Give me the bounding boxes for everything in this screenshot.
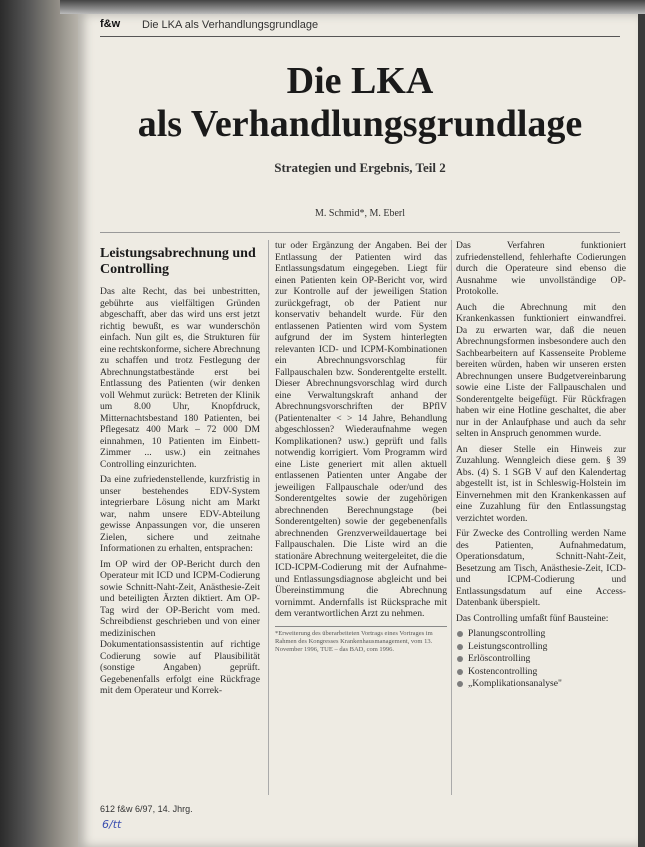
journal-logo: f&w	[100, 18, 121, 30]
paragraph: Das Controlling umfaßt fünf Bausteine:	[456, 612, 609, 624]
list-item: Leistungscontrolling	[456, 641, 626, 653]
article-authors: M. Schmid*, M. Eberl	[315, 208, 405, 219]
section-heading: Leistungsabrechnung und Controlling	[100, 246, 256, 277]
running-header	[100, 18, 620, 38]
paragraph: Das Verfahren funktioniert zufriedenstellend, fehlerhafte Codierungen durch die Operateure sind ebenso die Ausnahme wie unvollständige OP-Protokolle.	[456, 240, 626, 297]
controlling-list	[456, 628, 626, 690]
journal-citation: f&w 6/97, 14. Jhrg.	[117, 804, 193, 814]
book-binding	[0, 0, 78, 847]
list-item: Erlöscontrolling	[456, 653, 626, 665]
page-number: 612	[100, 804, 116, 814]
list-item: „Komplikationsanalyse"	[456, 678, 626, 690]
running-title: Die LKA als Verhandlungsgrundlage	[142, 19, 319, 31]
page-footer	[100, 804, 193, 814]
paragraph: Für Zwecke des Controlling werden Name des Patienten, Aufnahmedatum, Operationsdatum, Schnitt-Naht-Zeit, Besetzung am Tisch, Anästhesie-Zeit, ICD- und ICPM-Codierung und Entlassungsdatum auf eine Access-Datenbank überspielt.	[456, 528, 626, 608]
paragraph: tur oder Ergänzung der Angaben. Bei der Entlassung der Patienten wird das Entlassungsdatum eingegeben. Liegt für einen Patienten kein OP-Bericht vor, wird zur Kontrolle auf der jeweiligen Station zurückgefragt, ob der Patient nur konservativ behandelt wurde. Für den entlassenen Patienten wird vom System aufgrund der im System hinterlegten relevanten ICD- und ICPM-Kombinationen ein Abrechnungsvorschlag für Fallpauschalen bzw. Sonderentgelte erstellt. Dieser Abrechnungsvorschlag wird durch eine Verwaltungskraft anhand der Abrechnungsvorschriften der BPflV (Patientenalter < > 14 Jahre, Behandlung abgeschlossen? Wiederaufnahme wegen Komplikationen? usw.) geprüft und falls notwendig korrigiert. Vom Programm wird eine Liste generiert mit allen aktuell entlassenen Patienten unter Angabe der jeweiligen Fallpauschale oder/und des Sonderentgeltes sowie der zugehörigen abrechnenden Berechnungstage (bei Sonderentgelten) sowie der gegebenenfalls abrechnenden Grenzverweildauertage bei Fallpauschalen. Die Liste wird an die stationäre Abrechnung weitergeleitet, die die ICD-ICPM-Codierung mit der Aufnahme- und Entlassungsdiagnose abgleicht und bei Übereinstimmung die Abrechnung vornimmt. Andernfalls ist Rücksprache mit dem verantwortlichen Arzt zu nehmen.	[275, 240, 447, 619]
article-subtitle: Strategien und Ergebnis, Teil 2	[274, 160, 446, 175]
text-column-1	[100, 240, 260, 701]
authors-divider	[100, 232, 620, 233]
handwritten-note: 6/tt	[102, 818, 122, 831]
paragraph: An dieser Stelle ein Hinweis zur Zuzahlung. Wenngleich diese gem. § 39 Abs. (4) S. 1 SGB V auf den Kalendertag abgestellt ist, ist in Schleswig-Holstein im Einvernehmen mit den Krankenkassen auf eine Zuzahlung für den Entlassungstag verzichtet worden.	[456, 443, 626, 524]
header-divider	[100, 36, 620, 37]
paragraph: Das alte Recht, das bei unbestritten, gebührte aus vielfältigen Gründen abgeschafft, aber das wird uns erst jetzt richtig bewußt, es war wunderschön einfach. Nun gilt es, die Strukturen für eine rechtskonforme, sichere Abrechnung zu schaffen und trotz Festlegung der Abrechnungstatbestände erst bei Entlassung des Patienten (wir denken voll Wehmut zurück: Betreten der Klinik um 8.00 Uhr, Knopfdruck, Mitternachtsbestand 180 Patienten, bei Pflegesatz 400 Mark – 72 000 DM einnahmen, 10 Patienten im Einbett-Zimmer ... usw.) ein zeitnahes Controlling einzurichten.	[100, 286, 260, 470]
article-title-line1: Die LKA	[286, 60, 434, 102]
text-column-2	[275, 240, 447, 654]
list-item: Kostencontrolling	[456, 666, 626, 678]
article-title-line2: als Verhandlungsgrundlage	[137, 103, 583, 145]
text-column-3	[456, 240, 626, 691]
list-item: Planungscontrolling	[456, 628, 626, 640]
paragraph: Im OP wird der OP-Bericht durch den Operateur mit ICD und ICPM-Codierung sowie Schnitt-Naht-Zeit, Anästhesie-Zeit und beteiligten Ärzten diktiert. Am OP-Tag wird der OP-Bericht vom med. Schreibdienst geschrieben und von einer medizinischen Dokumentationsassistentin auf richtige Codierung sowie auf Plausibilität (sonstige Angaben) geprüft. Gegebenenfalls erfolgt eine Rückfrage mit dem Operateur und Korrek-	[100, 558, 260, 696]
column-divider	[451, 240, 452, 795]
paragraph: Auch die Abrechnung mit den Krankenkassen funktioniert einwandfrei. Da zu erwarten war, daß die neuen Abrechnungsformen insbesondere auch den Sachbearbeitern auf Kassenseite Probleme bereiten würden, haben wir unseren ersten Abrechnungen unsere Budgetvereinbarung sowie eine Liste der Fallpauschalen und Sonderentgelte beigefügt. Für Rückfragen haben wir eine Hotline geschaltet, die aber nur in der Anlaufphase und auch da sehr selten in Anspruch genommen wurde.	[456, 301, 626, 439]
page-edge	[60, 0, 645, 14]
footnote: *Erweiterung des überarbeiteten Vortrags eines Vortrages im Rahmen des Kongresses Krankenhausmanagement, vom 13. November 1996, TUE – das BAD, com 1996.	[275, 626, 447, 654]
column-divider	[268, 240, 269, 795]
paragraph: Da eine zufriedenstellende, kurzfristig in unser bestehendes EDV-System integrierbare Lösung nicht am Markt war, nahm unsere EDV-Abteilung gewisse Anpassungen vor, die unseren Zielen, sichere und zeitnahe Informationen zu erhalten, entsprachen:	[100, 474, 260, 554]
